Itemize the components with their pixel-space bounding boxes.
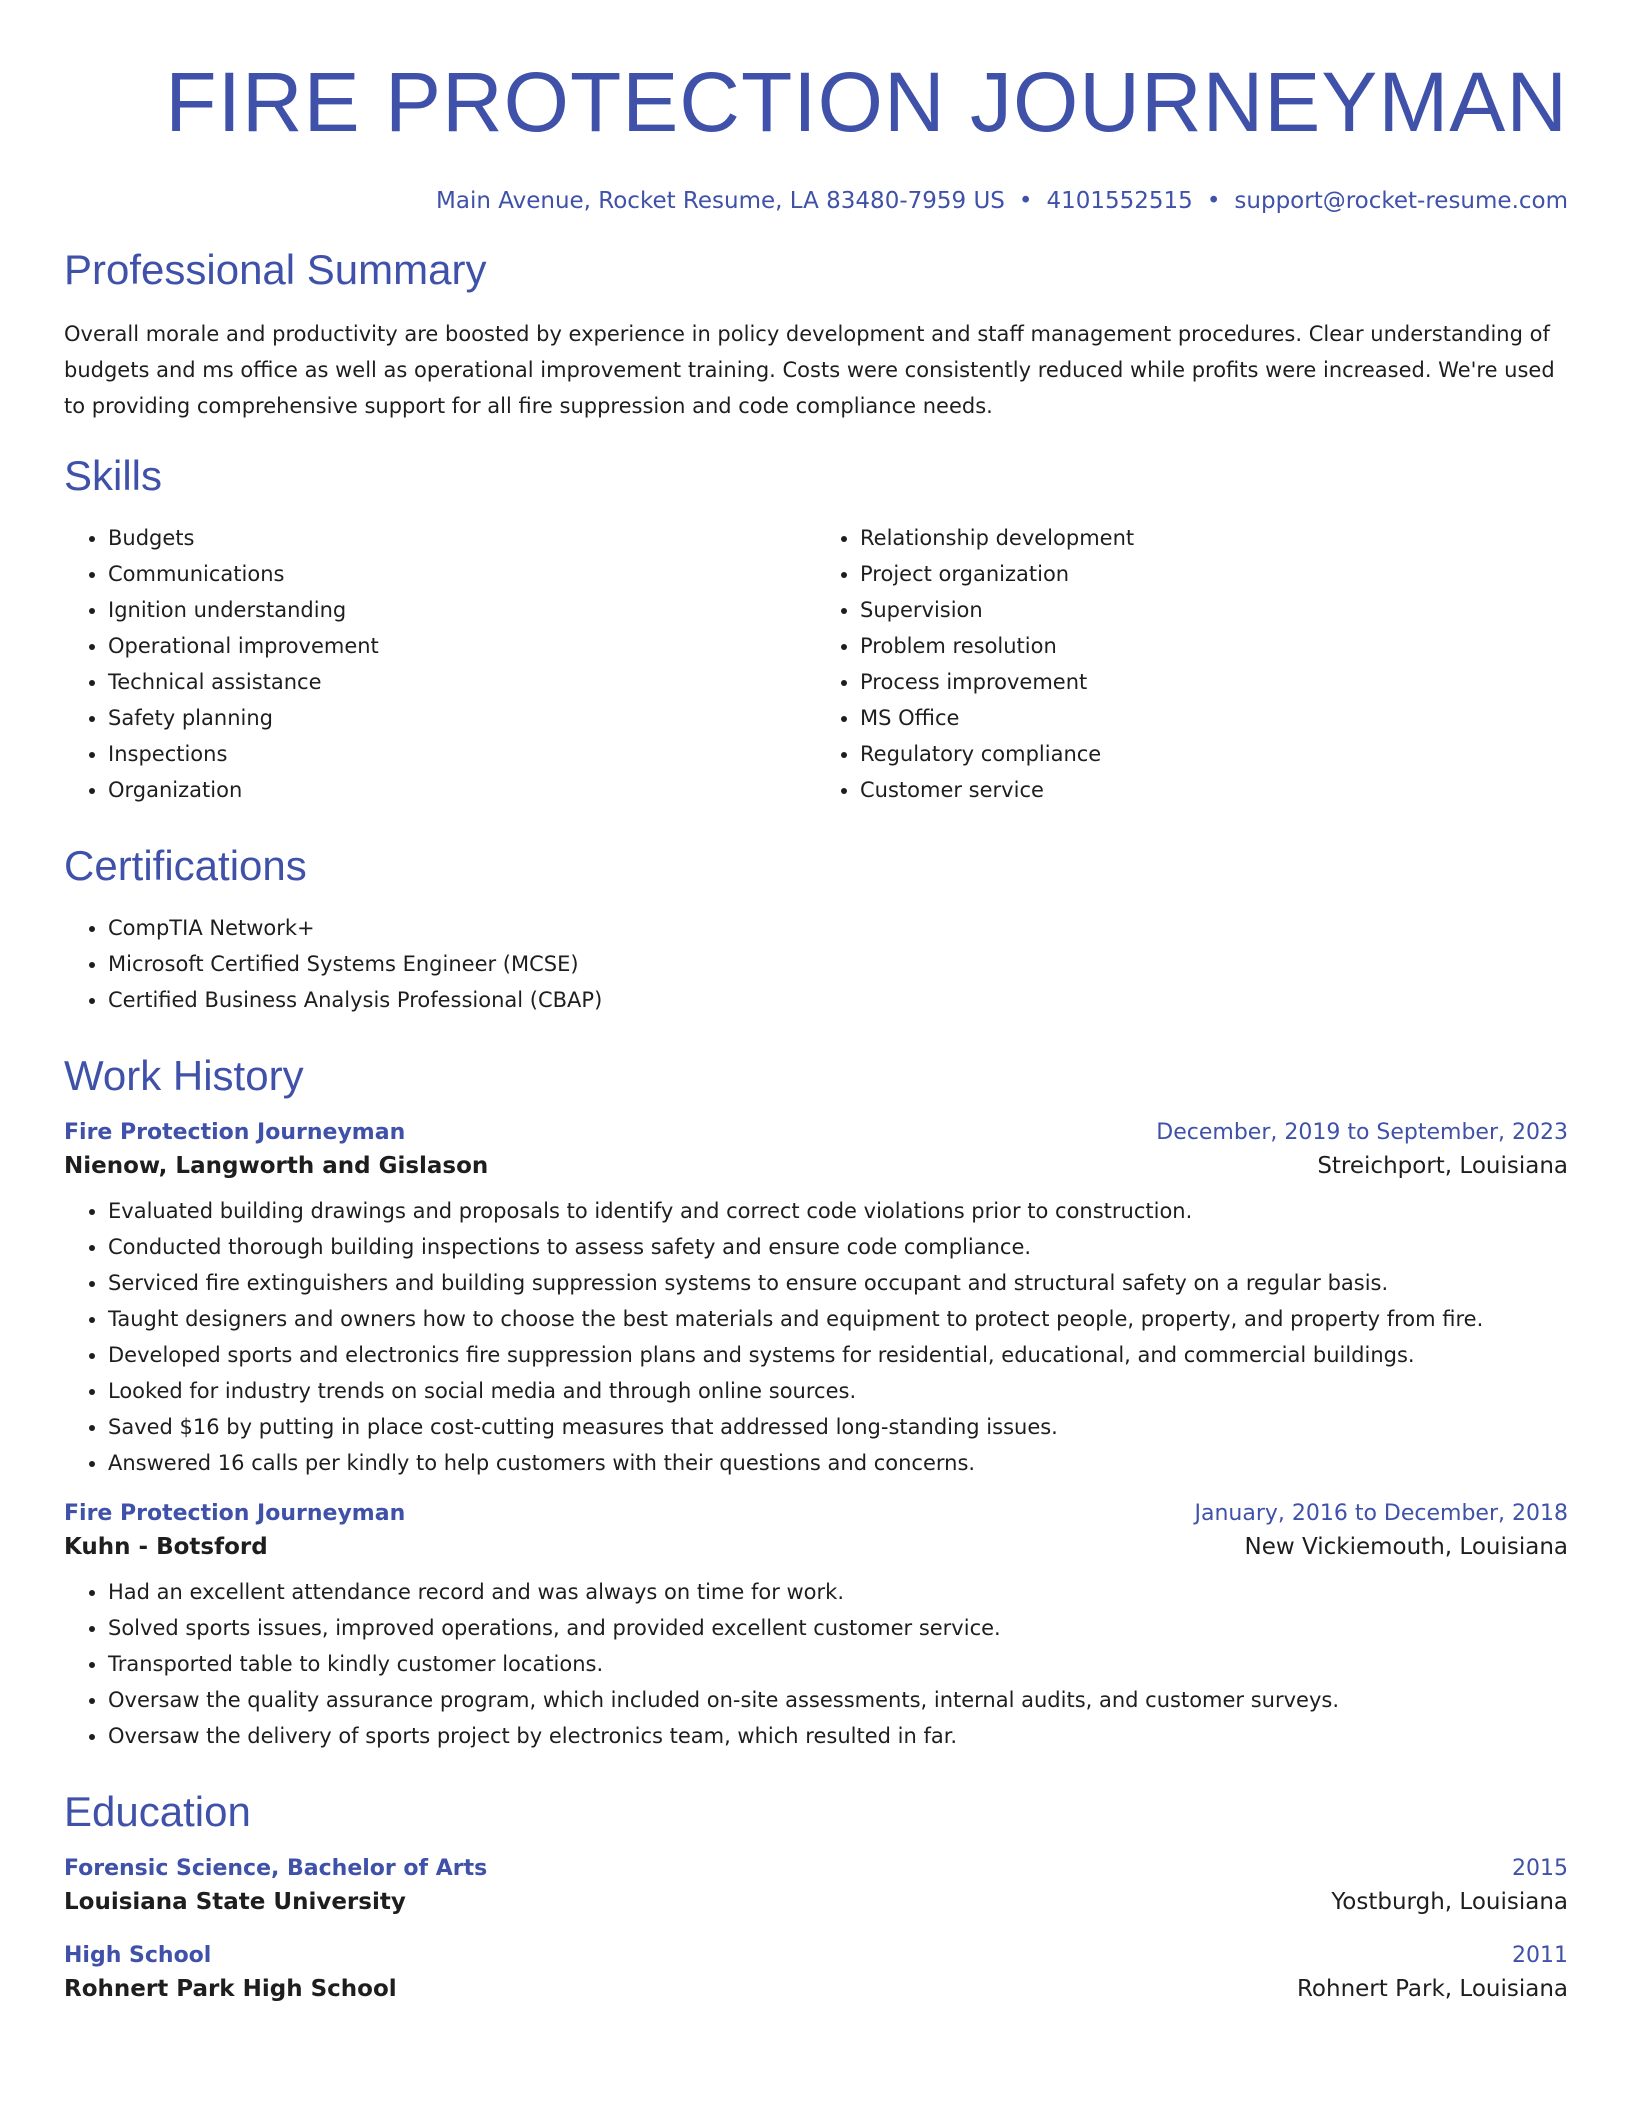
list-item: • Supervision <box>860 592 1568 628</box>
school-name: Louisiana State University <box>64 1889 406 1915</box>
list-item: • Conducted thorough building inspections to assess safety and ensure code compliance. <box>108 1229 1568 1265</box>
company-name: Kuhn - Botsford <box>64 1534 268 1560</box>
list-item: • Regulatory compliance <box>860 736 1568 772</box>
list-item: • Process improvement <box>860 664 1568 700</box>
work-history-section <box>64 1048 1568 1754</box>
list-item: • Saved $16 by putting in place cost-cutting measures that addressed long-standing issues. <box>108 1409 1568 1445</box>
list-item: • Organization <box>108 772 816 808</box>
graduation-year: 2015 <box>1512 1856 1568 1881</box>
resume-name: FIRE PROTECTION JOURNEYMAN <box>165 55 1568 149</box>
list-item: • Solved sports issues, improved operations, and provided excellent customer service. <box>108 1610 1568 1646</box>
certifications-section <box>64 838 1568 1018</box>
skills-section <box>64 448 1568 808</box>
list-item: • Communications <box>108 556 816 592</box>
list-item: • Serviced fire extinguishers and building suppression systems to ensure occupant and structural safety on a regular basis. <box>108 1265 1568 1301</box>
section-title: Skills <box>64 452 163 499</box>
list-item: • Transported table to kindly customer locations. <box>108 1646 1568 1682</box>
certifications-list <box>64 910 1568 1018</box>
education-section <box>64 1784 1568 2002</box>
list-item: • Customer service <box>860 772 1568 808</box>
list-item: • Had an excellent attendance record and was always on time for work. <box>108 1574 1568 1610</box>
contact-line <box>64 188 1568 214</box>
contact-separator: • <box>1206 188 1221 214</box>
list-item: • Operational improvement <box>108 628 816 664</box>
job-header <box>64 1501 1568 1560</box>
contact-phone: 4101552515 <box>1046 188 1193 214</box>
summary-section <box>64 242 1568 424</box>
summary-text: Overall morale and productivity are boosted by experience in policy development and staff management procedures. Clear understanding of budgets and ms office as well as operational improvement training. Costs were consistently reduced while profits were increased. We're used to providing comprehensive support for all fire suppression and code compliance needs. <box>64 322 1555 418</box>
list-item: • Safety planning <box>108 700 816 736</box>
job-header <box>64 1120 1568 1179</box>
job-location: Streichport, Louisiana <box>1317 1153 1568 1179</box>
list-item: • Inspections <box>108 736 816 772</box>
list-item: • Relationship development <box>860 520 1568 556</box>
degree-title: Forensic Science, Bachelor of Arts <box>64 1856 488 1881</box>
list-item: • Technical assistance <box>108 664 816 700</box>
degree-title: High School <box>64 1943 212 1968</box>
graduation-year: 2011 <box>1512 1943 1568 1968</box>
resume-page <box>64 50 1568 2002</box>
section-title: Certifications <box>64 842 307 889</box>
job-duties <box>64 1574 1568 1754</box>
list-item: • Evaluated building drawings and proposals to identify and correct code violations prior to construction. <box>108 1193 1568 1229</box>
school-location: Yostburgh, Louisiana <box>1331 1889 1568 1915</box>
job-dates: January, 2016 to December, 2018 <box>1194 1501 1568 1526</box>
education-entry <box>64 1943 1568 2002</box>
skills-grid <box>64 504 1568 808</box>
skills-list-right <box>816 520 1568 808</box>
list-item: • Problem resolution <box>860 628 1568 664</box>
list-item: • Project organization <box>860 556 1568 592</box>
list-item: • Ignition understanding <box>108 592 816 628</box>
education-entry <box>64 1856 1568 1915</box>
contact-separator: • <box>1018 188 1033 214</box>
list-item: • CompTIA Network+ <box>108 910 1568 946</box>
list-item: • Oversaw the delivery of sports project by electronics team, which resulted in far. <box>108 1718 1568 1754</box>
list-item: • Certified Business Analysis Professional (CBAP) <box>108 982 1568 1018</box>
contact-address: Main Avenue, Rocket Resume, LA 83480-7959 US <box>436 188 1005 214</box>
school-name: Rohnert Park High School <box>64 1976 397 2002</box>
list-item: • Developed sports and electronics fire suppression plans and systems for residential, educational, and commercial buildings. <box>108 1337 1568 1373</box>
list-item: • MS Office <box>860 700 1568 736</box>
list-item: • Answered 16 calls per kindly to help customers with their questions and concerns. <box>108 1445 1568 1481</box>
list-item: • Looked for industry trends on social media and through online sources. <box>108 1373 1568 1409</box>
job-entry <box>64 1501 1568 1754</box>
job-duties <box>64 1193 1568 1481</box>
section-title: Education <box>64 1788 251 1835</box>
job-location: New Vickiemouth, Louisiana <box>1244 1534 1568 1560</box>
job-title: Fire Protection Journeyman <box>64 1501 406 1526</box>
list-item: • Oversaw the quality assurance program, which included on-site assessments, internal audits, and customer surveys. <box>108 1682 1568 1718</box>
list-item: • Budgets <box>108 520 816 556</box>
list-item: • Taught designers and owners how to choose the best materials and equipment to protect people, property, and property from fire. <box>108 1301 1568 1337</box>
list-item: • Microsoft Certified Systems Engineer (MCSE) <box>108 946 1568 982</box>
section-title: Professional Summary <box>64 246 487 293</box>
job-title: Fire Protection Journeyman <box>64 1120 406 1145</box>
contact-email[interactable]: support@rocket-resume.com <box>1234 188 1568 214</box>
school-location: Rohnert Park, Louisiana <box>1296 1976 1568 2002</box>
job-entry <box>64 1120 1568 1481</box>
company-name: Nienow, Langworth and Gislason <box>64 1153 489 1179</box>
job-dates: December, 2019 to September, 2023 <box>1156 1120 1568 1145</box>
section-title: Work History <box>64 1052 304 1099</box>
skills-list-left <box>64 520 816 808</box>
